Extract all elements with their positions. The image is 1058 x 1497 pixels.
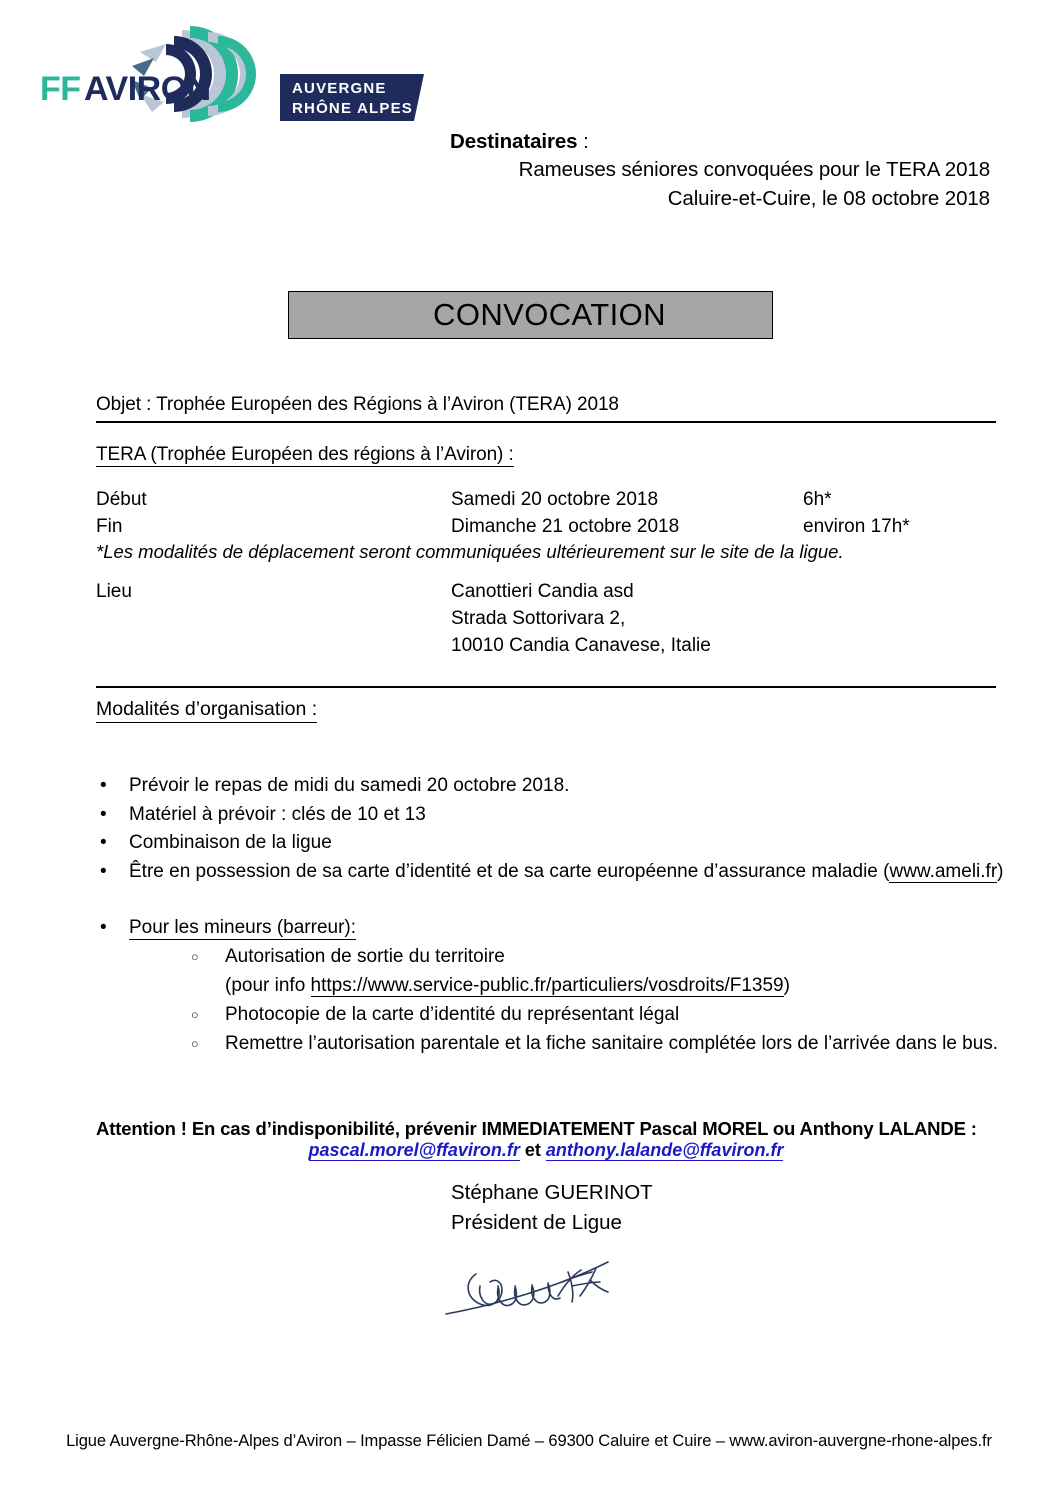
minors-sub1-line1: ○ Autorisation de sortie du territoire: [225, 946, 505, 967]
tera-heading: [96, 444, 514, 466]
addressee-label: Destinataires: [450, 130, 578, 153]
schedule-date: Dimanche 21 octobre 2018: [451, 516, 680, 537]
addressee-label-suffix: :: [577, 130, 589, 153]
venue-address: [451, 578, 711, 659]
email-link-pascal-morel[interactable]: pascal.morel@ffaviron.fr: [308, 1140, 520, 1160]
tera-heading-text: TERA (Trophée Européen des régions à l’Aviron) :: [96, 444, 514, 465]
page-footer: Ligue Auvergne-Rhône-Alpes d’Aviron – Impasse Félicien Damé – 69300 Caluire et Cuire – www.aviron-auvergne-rhone-alpes.fr: [66, 1432, 992, 1450]
addressee-label-line: [430, 128, 990, 156]
organization-logo: [32, 22, 432, 127]
schedule-label: Fin: [96, 516, 123, 537]
list-item: ○ Remettre l’autorisation parentale et la fiche sanitaire complétée lors de l’arrivée dans le bus.: [96, 1029, 996, 1058]
modalites-heading: [96, 698, 317, 721]
minors-heading-text: Pour les mineurs (barreur):: [129, 917, 357, 938]
signer-role: Président de Ligue: [451, 1210, 622, 1234]
modalites-heading-text: Modalités d’organisation :: [96, 698, 317, 723]
logo-federation-name: AVIRON: [84, 70, 211, 108]
schedule-label: Début: [96, 489, 147, 510]
list-item: ○ Photocopie de la carte d’identité du représentant légal: [96, 1000, 996, 1029]
signer-name: Stéphane GUERINOT: [451, 1181, 653, 1204]
modalites-list: [96, 772, 1004, 886]
section-divider-bottom: [96, 686, 996, 688]
venue-address-line: Canottieri Candia asd: [451, 581, 634, 602]
service-public-link[interactable]: https://www.service-public.fr/particuliers/vosdroits/F1359: [310, 975, 784, 996]
venue-label: Lieu: [96, 581, 132, 602]
addressee-recipients: Rameuses séniores convoquées pour le TERA 2018: [518, 158, 990, 182]
ffaviron-auvergne-rhone-alpes-logo: [32, 22, 432, 127]
list-item: • Combinaison de la ligue: [96, 829, 996, 858]
region-badge-line1: AUVERGNE: [292, 80, 387, 97]
list-item: [96, 858, 1004, 887]
signature-block: [451, 1178, 653, 1237]
ameli-item-prefix: Être en possession de sa carte d’identité et de sa carte européenne d’assurance maladie (: [129, 860, 890, 882]
schedule-footnote: *Les modalités de déplacement seront communiquées ultérieurement sur le site de la ligue.: [96, 541, 844, 562]
region-badge-line2: RHÔNE ALPES: [292, 100, 413, 117]
list-item: • Matériel à prévoir : clés de 10 et 13: [96, 801, 996, 830]
addressee-block: [430, 128, 990, 213]
minors-list: [96, 913, 999, 1058]
schedule-row: [96, 514, 996, 541]
attention-notice: Attention ! En cas d’indisponibilité, prévenir IMMEDIATEMENT Pascal MOREL ou Anthony LALANDE :: [96, 1118, 977, 1139]
minors-sub1-line2: [225, 971, 996, 1000]
schedule-table: [96, 487, 996, 541]
addressee-place-date: Caluire-et-Cuire, le 08 octobre 2018: [667, 186, 990, 210]
list-item: [96, 942, 996, 1000]
venue-address-line: 10010 Candia Canavese, Italie: [451, 635, 711, 656]
schedule-time: environ 17h*: [803, 516, 910, 537]
objet-line: Objet : Trophée Européen des Régions à l’Aviron (TERA) 2018: [96, 394, 619, 415]
ameli-item-suffix: ): [997, 860, 1004, 882]
convocation-title-box: [288, 291, 773, 339]
contact-emails: [96, 1140, 996, 1161]
ameli-link[interactable]: www.ameli.fr: [889, 860, 998, 882]
email-separator: et: [519, 1140, 546, 1160]
schedule-row: [96, 487, 996, 514]
minors-sub1-prefix: (pour info: [225, 975, 311, 996]
signature-icon: [440, 1252, 640, 1327]
schedule-date: Samedi 20 octobre 2018: [451, 489, 659, 510]
list-item: • Prévoir le repas de midi du samedi 20 octobre 2018.: [96, 772, 996, 801]
section-divider-top: [96, 421, 996, 423]
schedule-time: 6h*: [803, 489, 832, 510]
venue-address-line: Strada Sottorivara 2,: [451, 608, 626, 629]
minors-heading: [96, 913, 996, 942]
page-title: CONVOCATION: [433, 297, 666, 332]
logo-federation-prefix: FF: [40, 70, 81, 108]
minors-sub1-suffix: ): [783, 975, 790, 996]
handwritten-signature: [440, 1252, 640, 1327]
email-link-anthony-lalande[interactable]: anthony.lalande@ffaviron.fr: [545, 1140, 784, 1160]
